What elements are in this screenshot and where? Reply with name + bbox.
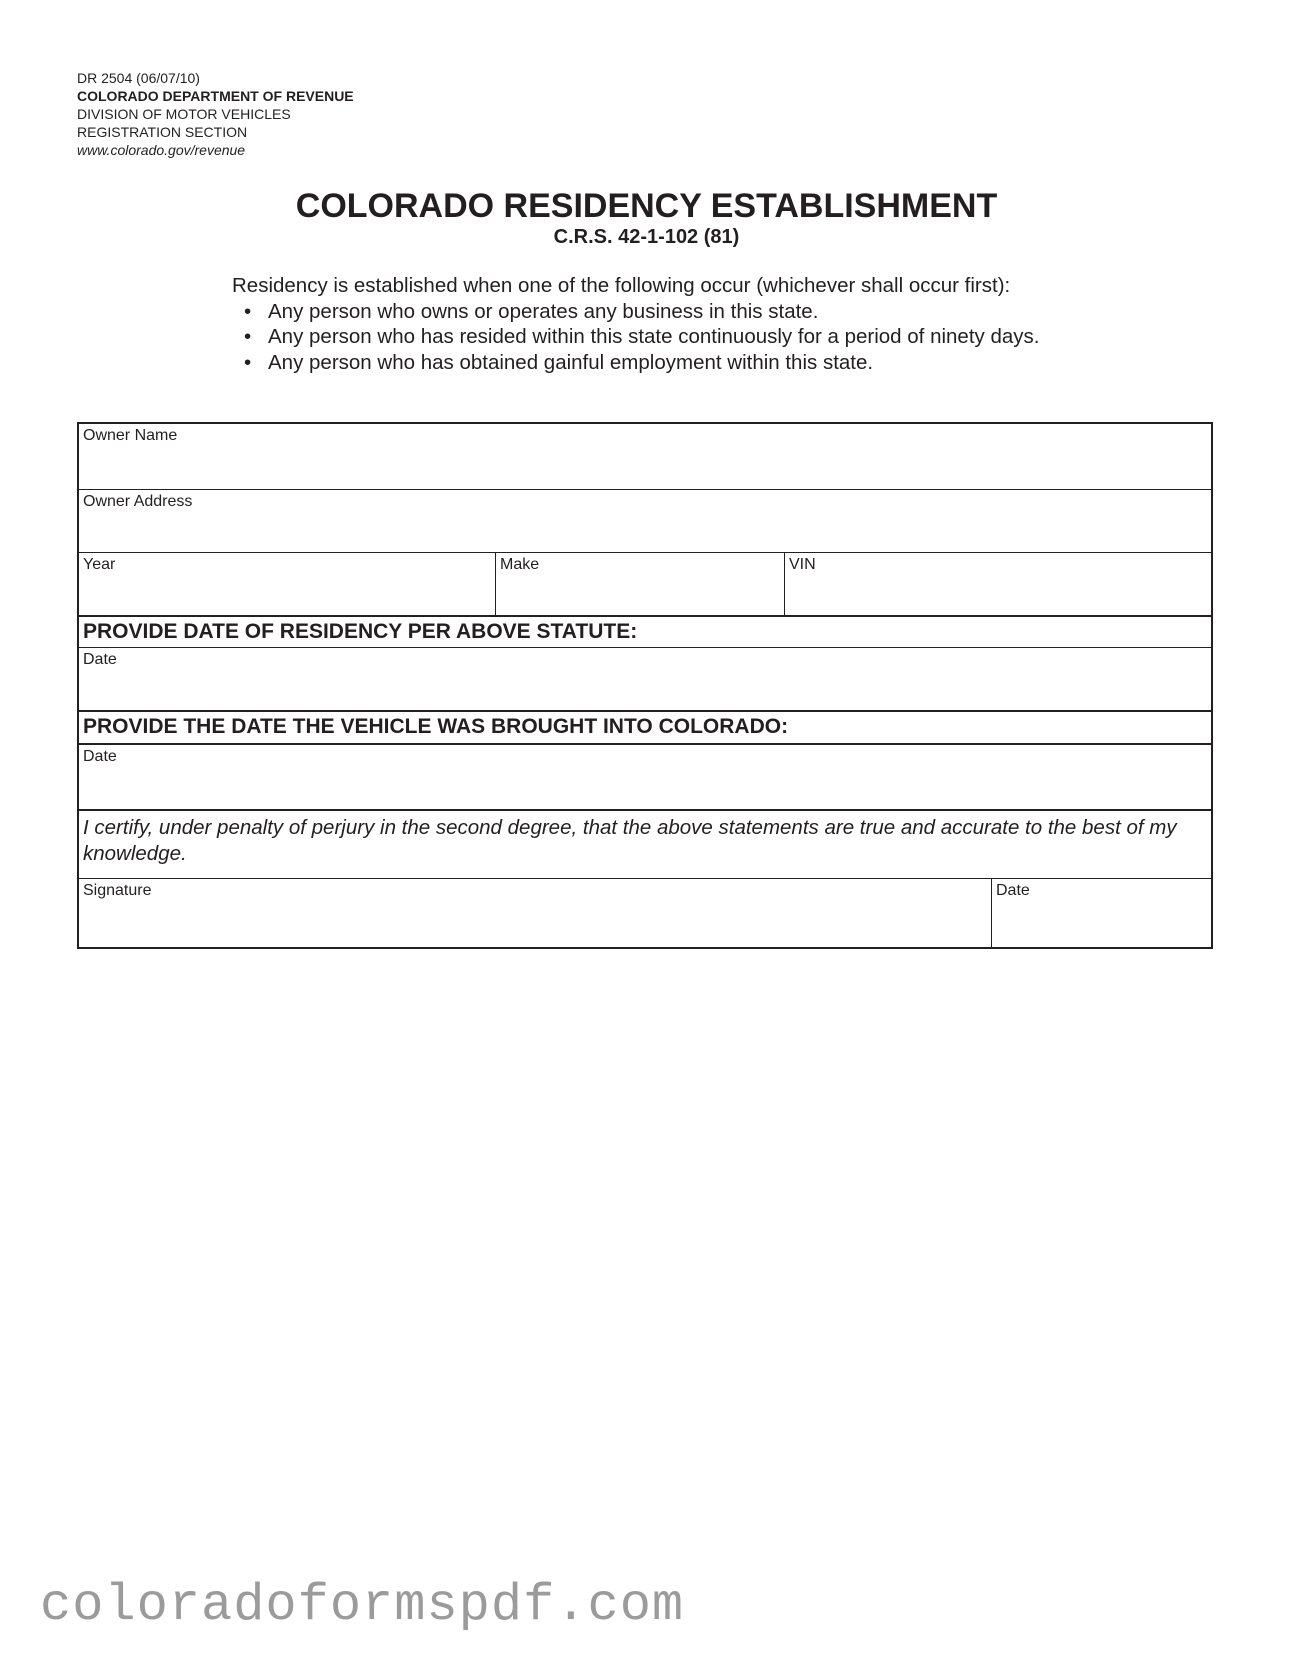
- section-name: REGISTRATION SECTION: [77, 124, 248, 140]
- certification-statement: I certify, under penalty of perjury in the second degree, that the above statements are true and accurate to the best of my knowledge.: [83, 816, 1177, 865]
- site-watermark: coloradoformspdf.com: [40, 1576, 685, 1635]
- criteria-item: • Any person who owns or operates any business in this state.: [232, 299, 1039, 325]
- signature-label: Signature: [83, 882, 152, 899]
- residency-heading-row: [79, 617, 1211, 648]
- signature-date-label: Date: [996, 882, 1030, 899]
- owner-address-row: [79, 490, 1211, 553]
- vin-label: VIN: [789, 556, 816, 573]
- vin-field[interactable]: [784, 553, 1211, 615]
- criteria-list: [232, 299, 1039, 376]
- residency-criteria: [232, 273, 1039, 375]
- division-name: DIVISION OF MOTOR VEHICLES: [77, 106, 291, 122]
- vehicle-date-label: Date: [83, 748, 117, 765]
- make-label: Make: [500, 556, 540, 573]
- certification-row: [79, 811, 1211, 879]
- owner-address-field[interactable]: [79, 490, 1211, 552]
- owner-name-row: [79, 424, 1211, 490]
- vehicle-row: [79, 553, 1211, 617]
- vehicle-date-field[interactable]: [79, 745, 1211, 809]
- criteria-item: • Any person who has obtained gainful employment within this state.: [232, 350, 1039, 376]
- year-label: Year: [83, 556, 116, 573]
- department-name: COLORADO DEPARTMENT OF REVENUE: [77, 88, 354, 104]
- residency-date-heading: PROVIDE DATE OF RESIDENCY PER ABOVE STATUTE:: [83, 620, 638, 643]
- owner-name-field[interactable]: [79, 424, 1211, 489]
- page-title: COLORADO RESIDENCY ESTABLISHMENT: [295, 187, 998, 225]
- signature-date-field[interactable]: [991, 879, 1211, 947]
- signature-field[interactable]: [79, 879, 991, 947]
- form-header: [77, 69, 354, 159]
- make-field[interactable]: [495, 553, 784, 615]
- residency-form: [77, 422, 1213, 949]
- statute-reference: C.R.S. 42-1-102 (81): [553, 226, 740, 248]
- year-field[interactable]: [79, 553, 495, 615]
- criteria-lead: Residency is established when one of the following occur (whichever shall occur first):: [232, 274, 1011, 297]
- owner-address-label: Owner Address: [83, 493, 193, 510]
- residency-date-row: [79, 648, 1211, 712]
- residency-date-label: Date: [83, 651, 117, 668]
- owner-name-label: Owner Name: [83, 427, 178, 444]
- vehicle-heading-row: [79, 712, 1211, 745]
- residency-date-field[interactable]: [79, 648, 1211, 710]
- vehicle-date-heading: PROVIDE THE DATE THE VEHICLE WAS BROUGHT INTO COLORADO:: [83, 715, 789, 738]
- vehicle-date-row: [79, 745, 1211, 811]
- form-number: DR 2504 (06/07/10): [77, 70, 200, 86]
- criteria-item: • Any person who has resided within this state continuously for a period of ninety days.: [232, 324, 1039, 350]
- website-link[interactable]: www.colorado.gov/revenue: [77, 142, 246, 158]
- signature-row: [79, 879, 1211, 947]
